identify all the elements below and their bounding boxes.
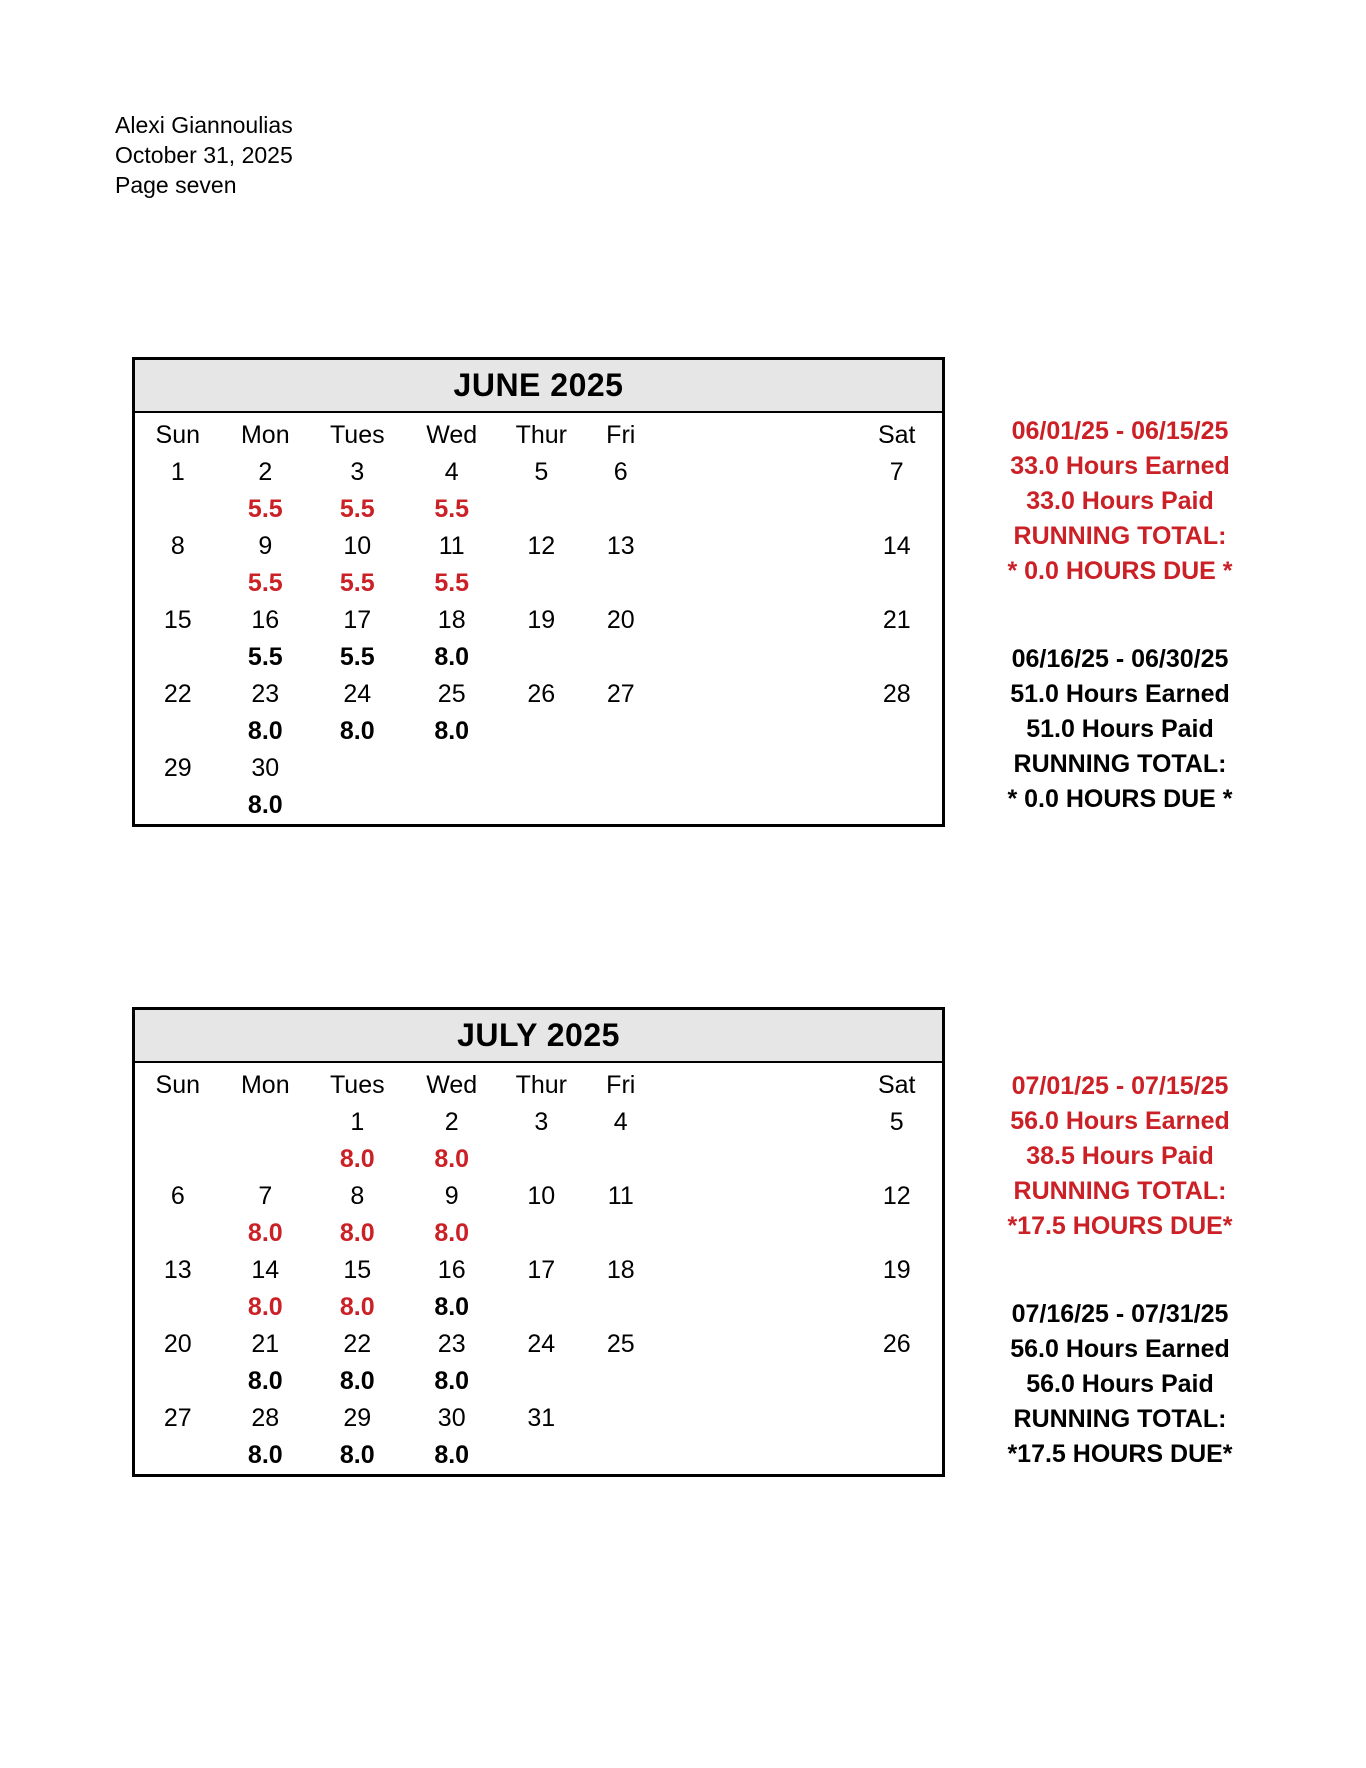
hours-cell: 8.0 bbox=[247, 717, 283, 745]
spacer-cell bbox=[658, 639, 852, 676]
hours-cell: 5.5 bbox=[339, 495, 375, 523]
summary-line: RUNNING TOTAL: bbox=[1013, 1177, 1227, 1205]
calendar-june bbox=[132, 357, 945, 827]
spacer-cell bbox=[658, 713, 852, 750]
hours-cell: 8.0 bbox=[339, 1441, 375, 1469]
date-cell: 5 bbox=[534, 458, 549, 486]
day-header-wed: Wed bbox=[426, 421, 478, 449]
spacer-cell bbox=[658, 787, 852, 824]
date-cell: 15 bbox=[343, 1256, 372, 1284]
summary-line: RUNNING TOTAL: bbox=[1013, 750, 1227, 778]
date-cell: 27 bbox=[163, 1404, 192, 1432]
date-cell: 23 bbox=[251, 680, 280, 708]
hours-cell bbox=[135, 1289, 221, 1326]
hours-cell bbox=[852, 1363, 942, 1400]
hours-cell bbox=[584, 639, 658, 676]
date-cell: 16 bbox=[251, 606, 280, 634]
summary-line: 07/01/25 - 07/15/25 bbox=[1011, 1072, 1229, 1100]
june-week-2-hours bbox=[135, 565, 942, 602]
hours-cell bbox=[584, 1289, 658, 1326]
june-week-3-dates bbox=[135, 602, 942, 639]
hours-cell bbox=[135, 1437, 221, 1474]
hours-cell bbox=[852, 1289, 942, 1326]
july-week-2-hours bbox=[135, 1215, 942, 1252]
spacer-cell bbox=[658, 750, 852, 787]
summary-line: * 0.0 HOURS DUE * bbox=[1007, 557, 1233, 585]
hours-cell: 8.0 bbox=[434, 717, 470, 745]
date-cell: 28 bbox=[882, 680, 911, 708]
hours-cell bbox=[584, 713, 658, 750]
date-cell: 16 bbox=[437, 1256, 466, 1284]
hours-cell: 8.0 bbox=[434, 1293, 470, 1321]
hours-cell bbox=[852, 565, 942, 602]
date-cell bbox=[221, 1104, 311, 1141]
date-cell: 13 bbox=[163, 1256, 192, 1284]
spacer-cell bbox=[658, 602, 852, 639]
hours-cell: 8.0 bbox=[339, 1145, 375, 1173]
summary-line: * 0.0 HOURS DUE * bbox=[1007, 785, 1233, 813]
hours-cell bbox=[584, 491, 658, 528]
june-week-5-dates bbox=[135, 750, 942, 787]
hours-cell: 8.0 bbox=[339, 1367, 375, 1395]
date-cell bbox=[135, 1104, 221, 1141]
summary-line: 33.0 Hours Earned bbox=[1010, 452, 1230, 480]
spacer-cell bbox=[658, 1363, 852, 1400]
hours-cell bbox=[405, 787, 499, 824]
summary-line: RUNNING TOTAL: bbox=[1013, 1405, 1227, 1433]
date-cell: 4 bbox=[613, 1108, 628, 1136]
june-day-header-row bbox=[135, 417, 942, 454]
june-week-1-hours bbox=[135, 491, 942, 528]
date-cell: 28 bbox=[251, 1404, 280, 1432]
day-header-tues: Tues bbox=[329, 1071, 385, 1099]
hours-cell bbox=[499, 713, 584, 750]
date-cell: 20 bbox=[606, 606, 635, 634]
date-cell bbox=[405, 750, 499, 787]
day-header-sun: Sun bbox=[155, 1071, 200, 1099]
date-cell: 11 bbox=[438, 532, 465, 560]
hours-cell bbox=[135, 491, 221, 528]
hours-cell bbox=[135, 639, 221, 676]
date-cell: 25 bbox=[606, 1330, 635, 1358]
date-cell: 9 bbox=[258, 532, 273, 560]
date-cell: 10 bbox=[343, 532, 372, 560]
summary-line: *17.5 HOURS DUE* bbox=[1007, 1212, 1233, 1240]
june-week-4-dates bbox=[135, 676, 942, 713]
hours-cell: 5.5 bbox=[247, 569, 283, 597]
june-week-5-hours bbox=[135, 787, 942, 824]
date-cell: 24 bbox=[343, 680, 372, 708]
date-cell: 17 bbox=[527, 1256, 556, 1284]
spacer-cell bbox=[658, 528, 852, 565]
day-header-sat: Sat bbox=[877, 421, 916, 449]
hours-cell bbox=[852, 787, 942, 824]
spacer-cell bbox=[658, 1215, 852, 1252]
july-calendar-title: JULY 2025 bbox=[135, 1010, 942, 1063]
june-week-2-dates bbox=[135, 528, 942, 565]
spacer-cell bbox=[658, 1326, 852, 1363]
summary-column-june bbox=[985, 414, 1255, 817]
date-cell bbox=[852, 750, 942, 787]
date-cell: 18 bbox=[437, 606, 466, 634]
date-cell: 12 bbox=[882, 1182, 911, 1210]
date-cell bbox=[584, 750, 658, 787]
hours-cell bbox=[584, 1141, 658, 1178]
july-week-5-hours bbox=[135, 1437, 942, 1474]
june-week-4-hours bbox=[135, 713, 942, 750]
date-cell: 10 bbox=[527, 1182, 556, 1210]
hours-cell: 8.0 bbox=[247, 1219, 283, 1247]
hours-cell: 8.0 bbox=[339, 1219, 375, 1247]
july-week-3-hours bbox=[135, 1289, 942, 1326]
spacer-cell bbox=[658, 454, 852, 491]
hours-cell: 8.0 bbox=[434, 1145, 470, 1173]
date-cell: 22 bbox=[343, 1330, 372, 1358]
hours-cell bbox=[584, 1363, 658, 1400]
date-cell bbox=[310, 750, 404, 787]
spacer-cell bbox=[658, 1178, 852, 1215]
july-week-5-dates bbox=[135, 1400, 942, 1437]
spacer-cell bbox=[658, 1067, 852, 1104]
spacer-cell bbox=[658, 1437, 852, 1474]
july-week-4-dates bbox=[135, 1326, 942, 1363]
hours-cell: 5.5 bbox=[434, 569, 470, 597]
date-cell: 14 bbox=[882, 532, 911, 560]
date-cell: 4 bbox=[444, 458, 459, 486]
hours-cell bbox=[852, 1437, 942, 1474]
june-calendar-title: JUNE 2025 bbox=[135, 360, 942, 413]
date-cell: 3 bbox=[350, 458, 365, 486]
hours-cell bbox=[135, 565, 221, 602]
day-header-sun: Sun bbox=[155, 421, 200, 449]
day-header-wed: Wed bbox=[426, 1071, 478, 1099]
hours-cell bbox=[135, 1363, 221, 1400]
hours-cell bbox=[135, 787, 221, 824]
july-week-4-hours bbox=[135, 1363, 942, 1400]
hours-cell bbox=[852, 1215, 942, 1252]
summary-line: 33.0 Hours Paid bbox=[1026, 487, 1214, 515]
summary-line: 07/16/25 - 07/31/25 bbox=[1011, 1300, 1229, 1328]
spacer-cell bbox=[658, 417, 852, 454]
hours-cell bbox=[499, 787, 584, 824]
summary-line: 06/16/25 - 06/30/25 bbox=[1011, 645, 1229, 673]
spacer-cell bbox=[658, 676, 852, 713]
summary-line: 51.0 Hours Earned bbox=[1010, 680, 1230, 708]
hours-cell: 5.5 bbox=[247, 495, 283, 523]
hours-cell bbox=[584, 1215, 658, 1252]
hours-cell: 8.0 bbox=[434, 643, 470, 671]
hours-cell: 8.0 bbox=[434, 1219, 470, 1247]
date-cell: 5 bbox=[889, 1108, 904, 1136]
hours-cell: 8.0 bbox=[434, 1367, 470, 1395]
date-cell: 6 bbox=[613, 458, 628, 486]
summary-line: 56.0 Hours Paid bbox=[1026, 1370, 1214, 1398]
spacer-cell bbox=[658, 1141, 852, 1178]
june-week-1-dates bbox=[135, 454, 942, 491]
calendar-july bbox=[132, 1007, 945, 1477]
hours-cell bbox=[499, 1363, 584, 1400]
hours-cell bbox=[499, 1141, 584, 1178]
spacer-cell bbox=[658, 1289, 852, 1326]
hours-cell bbox=[499, 1215, 584, 1252]
date-cell: 26 bbox=[882, 1330, 911, 1358]
hours-cell bbox=[852, 1141, 942, 1178]
date-cell: 23 bbox=[437, 1330, 466, 1358]
july-period-1-summary bbox=[985, 1069, 1255, 1244]
date-cell: 21 bbox=[251, 1330, 280, 1358]
date-cell: 24 bbox=[527, 1330, 556, 1358]
hours-cell: 8.0 bbox=[247, 1293, 283, 1321]
date-cell: 29 bbox=[343, 1404, 372, 1432]
date-cell: 12 bbox=[527, 532, 556, 560]
date-cell: 27 bbox=[606, 680, 635, 708]
spacer-cell bbox=[658, 565, 852, 602]
july-week-1-hours bbox=[135, 1141, 942, 1178]
spacer-cell bbox=[658, 1252, 852, 1289]
date-cell bbox=[852, 1400, 942, 1437]
spacer-cell bbox=[658, 1104, 852, 1141]
date-cell: 3 bbox=[534, 1108, 549, 1136]
hours-cell bbox=[135, 1215, 221, 1252]
hours-cell bbox=[584, 565, 658, 602]
date-cell: 2 bbox=[444, 1108, 459, 1136]
spacer-cell bbox=[658, 1400, 852, 1437]
date-cell: 8 bbox=[170, 532, 185, 560]
day-header-fri: Fri bbox=[606, 1071, 636, 1099]
hours-cell: 5.5 bbox=[247, 643, 283, 671]
date-cell: 30 bbox=[251, 754, 280, 782]
summary-line: RUNNING TOTAL: bbox=[1013, 522, 1227, 550]
hours-cell bbox=[135, 1141, 221, 1178]
day-header-mon: Mon bbox=[240, 421, 290, 449]
letter-date: October 31, 2025 bbox=[115, 142, 293, 168]
summary-line: 51.0 Hours Paid bbox=[1026, 715, 1214, 743]
hours-cell: 8.0 bbox=[434, 1441, 470, 1469]
day-header-thur: Thur bbox=[515, 421, 567, 449]
hours-cell: 8.0 bbox=[247, 791, 283, 819]
date-cell bbox=[499, 750, 584, 787]
hours-cell bbox=[499, 1437, 584, 1474]
day-header-tues: Tues bbox=[329, 421, 385, 449]
july-week-3-dates bbox=[135, 1252, 942, 1289]
date-cell: 1 bbox=[170, 458, 185, 486]
date-cell: 18 bbox=[606, 1256, 635, 1284]
july-week-2-dates bbox=[135, 1178, 942, 1215]
june-week-3-hours bbox=[135, 639, 942, 676]
date-cell: 21 bbox=[882, 606, 911, 634]
hours-cell: 5.5 bbox=[339, 569, 375, 597]
date-cell: 19 bbox=[882, 1256, 911, 1284]
hours-cell bbox=[852, 639, 942, 676]
summary-line: 06/01/25 - 06/15/25 bbox=[1011, 417, 1229, 445]
hours-cell bbox=[221, 1141, 311, 1178]
hours-cell: 8.0 bbox=[247, 1441, 283, 1469]
june-period-1-summary bbox=[985, 414, 1255, 589]
hours-cell bbox=[852, 491, 942, 528]
hours-cell bbox=[310, 787, 404, 824]
june-period-2-summary bbox=[985, 642, 1255, 817]
date-cell: 13 bbox=[606, 532, 635, 560]
recipient-name: Alexi Giannoulias bbox=[115, 112, 293, 138]
date-cell: 19 bbox=[527, 606, 556, 634]
day-header-fri: Fri bbox=[606, 421, 636, 449]
day-header-mon: Mon bbox=[240, 1071, 290, 1099]
letterhead bbox=[115, 110, 293, 200]
date-cell: 2 bbox=[258, 458, 273, 486]
summary-line: *17.5 HOURS DUE* bbox=[1007, 1440, 1233, 1468]
hours-cell bbox=[499, 1289, 584, 1326]
date-cell: 15 bbox=[163, 606, 192, 634]
hours-cell bbox=[499, 491, 584, 528]
date-cell: 31 bbox=[527, 1404, 556, 1432]
date-cell: 14 bbox=[251, 1256, 280, 1284]
hours-cell: 8.0 bbox=[339, 717, 375, 745]
hours-cell bbox=[499, 639, 584, 676]
page-number: Page seven bbox=[115, 172, 237, 198]
date-cell: 26 bbox=[527, 680, 556, 708]
hours-cell bbox=[135, 713, 221, 750]
date-cell: 6 bbox=[170, 1182, 185, 1210]
hours-cell: 8.0 bbox=[247, 1367, 283, 1395]
date-cell: 7 bbox=[889, 458, 904, 486]
summary-line: 38.5 Hours Paid bbox=[1026, 1142, 1214, 1170]
spacer-cell bbox=[658, 491, 852, 528]
date-cell: 30 bbox=[437, 1404, 466, 1432]
july-period-2-summary bbox=[985, 1297, 1255, 1472]
hours-cell: 5.5 bbox=[434, 495, 470, 523]
day-header-thur: Thur bbox=[515, 1071, 567, 1099]
date-cell: 25 bbox=[437, 680, 466, 708]
summary-column-july bbox=[985, 1069, 1255, 1472]
date-cell: 17 bbox=[343, 606, 372, 634]
hours-cell bbox=[584, 787, 658, 824]
date-cell: 1 bbox=[350, 1108, 365, 1136]
date-cell: 9 bbox=[444, 1182, 459, 1210]
date-cell bbox=[584, 1400, 658, 1437]
day-header-sat: Sat bbox=[877, 1071, 916, 1099]
hours-cell: 8.0 bbox=[339, 1293, 375, 1321]
hours-cell bbox=[584, 1437, 658, 1474]
date-cell: 22 bbox=[163, 680, 192, 708]
hours-cell bbox=[852, 713, 942, 750]
july-week-1-dates bbox=[135, 1104, 942, 1141]
date-cell: 29 bbox=[163, 754, 192, 782]
hours-cell: 5.5 bbox=[339, 643, 375, 671]
date-cell: 11 bbox=[607, 1182, 634, 1210]
date-cell: 20 bbox=[163, 1330, 192, 1358]
july-day-header-row bbox=[135, 1067, 942, 1104]
summary-line: 56.0 Hours Earned bbox=[1010, 1107, 1230, 1135]
hours-cell bbox=[499, 565, 584, 602]
summary-line: 56.0 Hours Earned bbox=[1010, 1335, 1230, 1363]
date-cell: 7 bbox=[258, 1182, 273, 1210]
date-cell: 8 bbox=[350, 1182, 365, 1210]
